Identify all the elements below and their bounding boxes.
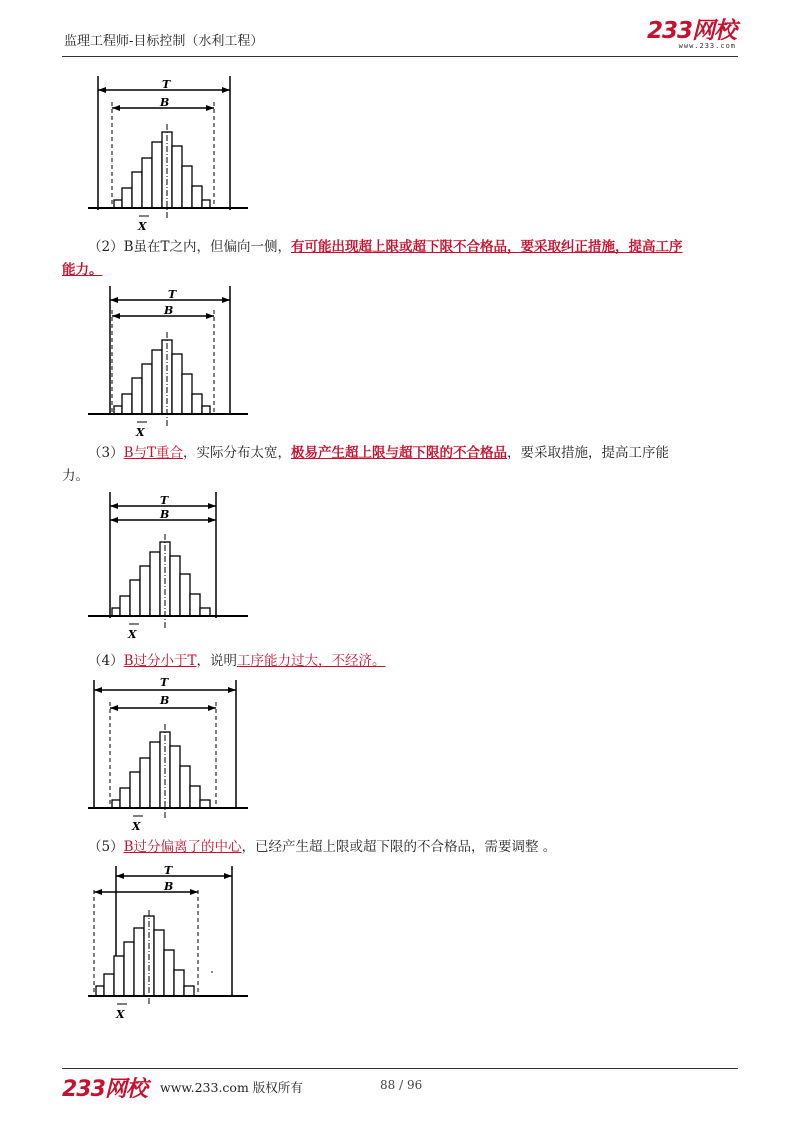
label-B: B	[164, 304, 174, 317]
label-B: B	[160, 508, 170, 521]
p5-highlight-a: B过分偏离了的中心	[123, 839, 242, 855]
brand-logo-url: www.233.com	[678, 42, 736, 50]
label-T: T	[164, 864, 173, 877]
label-T: T	[168, 288, 177, 301]
p3-suffix-2: 力。	[62, 468, 89, 484]
p3-suffix-1: ，要采取措施，提高工序能	[507, 445, 670, 461]
histogram-figure-5	[88, 862, 248, 1026]
page-number: 88 / 96	[380, 1078, 423, 1092]
paragraph-5	[62, 836, 742, 859]
paragraph-2	[62, 236, 742, 282]
p4-middle: ，说明	[196, 653, 238, 669]
p5-suffix: ，已经产生超上限或超下限的不合格品，需要调整 。	[241, 839, 557, 855]
label-xbar: X	[138, 220, 147, 233]
p2-highlight-1: 有可能出现超上限或超下限不合格品，要采取纠正措施，提高工序	[291, 239, 683, 255]
histogram-figure-3	[88, 486, 248, 650]
paragraph-4	[62, 650, 742, 673]
footer-site: www.233.com 版权所有	[160, 1080, 303, 1095]
p4-prefix: （4）	[88, 653, 124, 669]
p3-middle: ，实际分布太宽，	[183, 445, 292, 461]
p4-highlight-a: B过分小于T	[123, 653, 197, 669]
p3-highlight-b: 极易产生超上限与超下限的不合格品	[291, 445, 508, 461]
p4-highlight-b: 工序能力过大，不经济。	[237, 653, 386, 669]
label-T: T	[160, 676, 169, 689]
brand-logo-text: 233网校	[646, 18, 736, 44]
label-T: T	[162, 78, 171, 91]
p2-prefix: （2）B虽在T之内，但偏向一侧，	[88, 239, 292, 255]
histogram-figure-2	[88, 280, 248, 444]
label-T: T	[160, 494, 169, 507]
p3-highlight-a: B与T重合	[123, 445, 184, 461]
p3-prefix: （3）	[88, 445, 124, 461]
footer-rule	[62, 1068, 738, 1069]
histogram-figure-4	[88, 674, 248, 838]
label-xbar: X	[128, 628, 137, 641]
label-xbar: X	[132, 820, 141, 833]
label-xbar: X	[116, 1008, 125, 1021]
header-rule	[62, 56, 738, 57]
page-header-title: 监理工程师-目标控制（水利工程）	[64, 34, 264, 49]
label-B: B	[160, 694, 170, 707]
paragraph-3	[62, 442, 742, 488]
histogram-figure-1	[88, 70, 248, 244]
footer-logo[interactable]: 233网校	[62, 1077, 147, 1102]
label-B: B	[160, 96, 170, 109]
p2-highlight-2: 能力。	[62, 262, 103, 278]
p5-prefix: （5）	[88, 839, 124, 855]
label-xbar: X	[136, 426, 145, 439]
brand-logo[interactable]	[647, 20, 736, 50]
label-B: B	[164, 880, 174, 893]
